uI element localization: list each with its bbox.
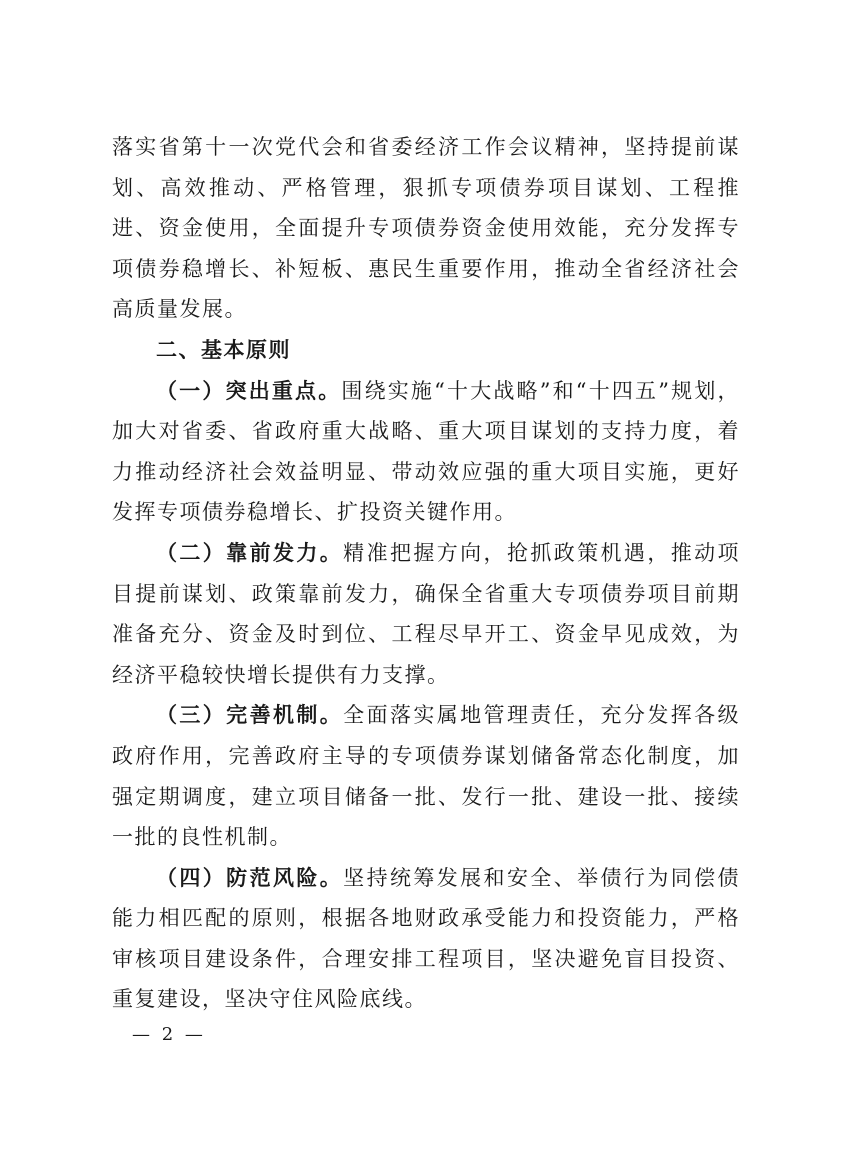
principle-4-text: 坚持统筹发展和安全、举债行为同偿债能力相匹配的原则，根据各地财政承受能力和投资能力，严格审核项目建设条件，合理安排工程项目，坚决避免盲目投资、重复建设，坚决守住风险底线。 <box>112 865 741 1012</box>
principle-2-lead: （二）靠前发力。 <box>156 540 344 565</box>
section-heading: 二、基本原则 <box>156 337 291 362</box>
principle-3-text: 全面落实属地管理责任，充分发挥各级政府作用，完善政府主导的专项债券谋划储备常态化制度，加强定期调度，建立项目储备一批、发行一批、建设一批、接续一批的良性机制。 <box>112 703 741 850</box>
principle-paragraph-4 <box>112 858 740 1020</box>
principle-1-lead: （一）突出重点。 <box>156 378 342 403</box>
intro-paragraph: 落实省第十一次党代会和省委经济工作会议精神，坚持提前谋划、高效推动、严格管理，狠抓专项债券项目谋划、工程推进、资金使用，全面提升专项债券资金使用效能，充分发挥专项债券稳增长、补短板、惠民生重要作用，推动全省经济社会高质量发展。 <box>112 135 740 322</box>
principle-2-text: 精准把握方向，抢抓政策机遇，推动项目提前谋划、政策靠前发力，确保全省重大专项债券项目前期准备充分、资金及时到位、工程尽早开工、资金早见成效，为经济平稳较快增长提供有力支撑。 <box>112 540 741 687</box>
principle-paragraph-1 <box>112 371 740 533</box>
principle-4-lead: （四）防范风险。 <box>156 865 344 890</box>
principle-paragraph-3 <box>112 695 740 857</box>
principle-1-text: 围绕实施“十大战略”和“十四五”规划，加大对省委、省政府重大战略、重大项目谋划的支持力度，着力推动经济社会效益明显、带动效应强的重大项目实施，更好发挥专项债券稳增长、扩投资关键作用。 <box>112 378 740 525</box>
principle-3-lead: （三）完善机制。 <box>156 703 344 728</box>
page-number: — 2 — <box>132 1024 206 1045</box>
document-body <box>112 127 740 1020</box>
principle-paragraph-2 <box>112 533 740 695</box>
